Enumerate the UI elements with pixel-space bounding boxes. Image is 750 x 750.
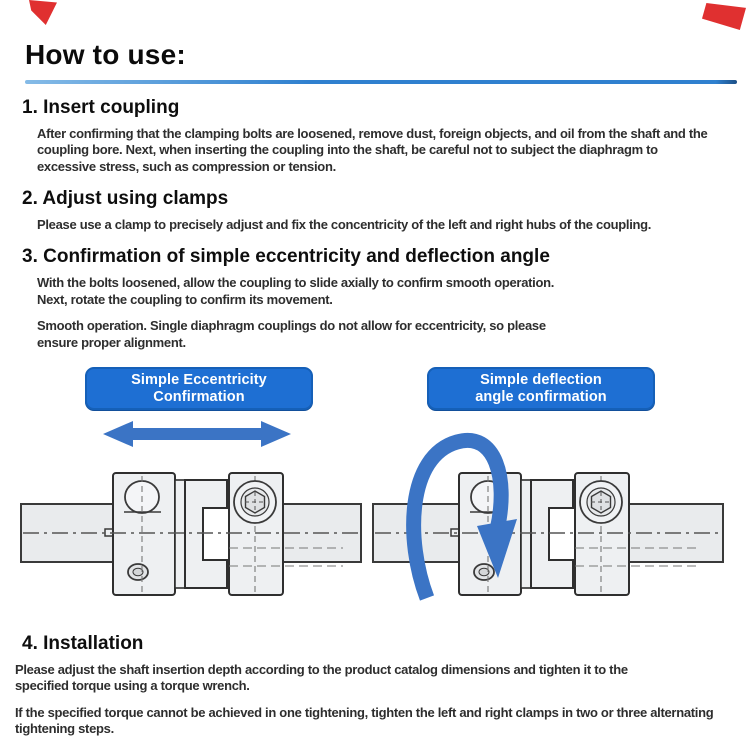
- eccentricity-diagram: [11, 420, 371, 620]
- diagram-row: [11, 367, 725, 619]
- deflection-diagram: [371, 420, 731, 620]
- section-paragraph: If the specified torque cannot be achieved in one tightening, tighten the left and right clamps in two or three alternating tightening steps.: [15, 704, 714, 737]
- badge-label-line1: Simple Eccentricity: [131, 372, 267, 389]
- section-paragraph: Please use a clamp to precisely adjust and fix the concentricity of the left and right hubs of the coupling.: [37, 216, 652, 232]
- badge-label-line1: Simple deflection: [480, 372, 602, 389]
- section-heading: 1. Insert coupling: [22, 96, 180, 118]
- coupling-hub-left: [105, 473, 175, 595]
- section-heading: 3. Confirmation of simple eccentricity and deflection angle: [22, 246, 550, 268]
- section-heading: 2. Adjust using clamps: [22, 188, 229, 210]
- section-paragraph: Smooth operation. Single diaphragm couplings do not allow for eccentricity, so please ensure proper alignment.: [37, 318, 546, 350]
- badge-label-line2: angle confirmation: [475, 388, 607, 405]
- section-insert-coupling: [22, 96, 725, 175]
- section-adjust-clamps: [22, 188, 725, 233]
- deflection-label-badge: [427, 367, 655, 409]
- coupling-diaphragm: [175, 480, 227, 588]
- clamp-bolt-icon: [234, 481, 276, 523]
- section-paragraph: Please adjust the shaft insertion depth according to the product catalog dimensions and tighten it to the specified torque using a torque wrench.: [15, 661, 628, 694]
- badge-label-line2: Confirmation: [153, 388, 245, 405]
- section-confirmation: [22, 246, 725, 351]
- double-headed-arrow-icon: [103, 421, 291, 447]
- page-title: How to use:: [25, 39, 186, 70]
- section-installation: [15, 632, 725, 738]
- coupling-diaphragm: [521, 480, 573, 588]
- section-paragraph: With the bolts loosened, allow the coupling to slide axially to confirm smooth operation. Next, rotate the coupling to confirm its movement.: [37, 275, 555, 307]
- title-underline: [25, 80, 737, 84]
- figure-deflection: [371, 367, 731, 619]
- section-paragraph: After confirming that the clamping bolts are loosened, remove dust, foreign objects, and oil from the shaft and the coupling bore. Next, when inserting the coupling into the shaft, be careful not to subject the diaphragm to excessive stress, such as compression or tension.: [37, 125, 708, 174]
- figure-eccentricity: [11, 367, 371, 619]
- clamp-bolt-icon: [580, 481, 622, 523]
- section-heading: 4. Installation: [22, 632, 144, 654]
- eccentricity-label-badge: [85, 367, 313, 409]
